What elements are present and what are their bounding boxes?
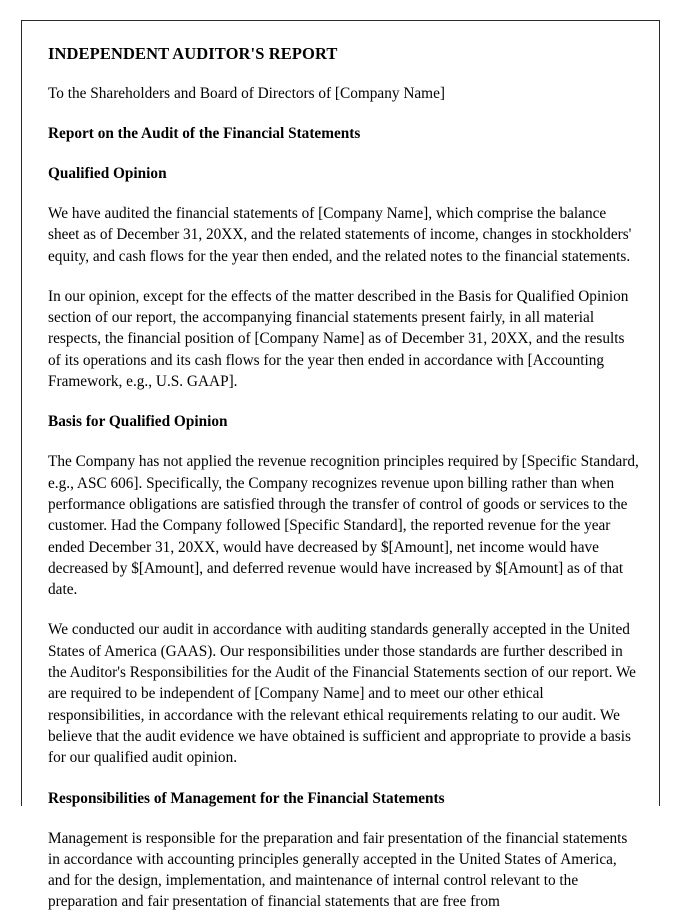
document-page [21, 20, 660, 911]
paragraph-qualified-opinion-scope: We have audited the financial statements of [Company Name], which comprise the balance sheet as of December 31, 20XX, and the related statements of income, changes in stockholders' equity, and cash flows for the year then ended, and the related notes to the financial statements. [48, 205, 632, 265]
page-title: INDEPENDENT AUDITOR'S REPORT [48, 44, 338, 63]
section-heading-report-on-audit: Report on the Audit of the Financial Statements [48, 125, 361, 142]
section-heading-responsibilities-of-management: Responsibilities of Management for the Financial Statements [48, 789, 445, 807]
paragraph-qualified-opinion-statement: In our opinion, except for the effects of the matter described in the Basis for Qualified Opinion section of our report, the accompanying financial statements present fairly, in all material respects, the financial position of [Company Name] as of December 31, 20XX, and the results of its operations and its cash flows for the year then ended in accordance with [Accounting Framework, e.g., U.S. GAAP]. [48, 287, 629, 391]
section-heading-qualified-opinion: Qualified Opinion [48, 165, 167, 182]
paragraph-basis-gaas-conduct: We conducted our audit in accordance with auditing standards generally accepted in the United States of America (GAAS). Our responsibilities under those standards are further described in the Auditor's Responsibilities for the Audit of the Financial Statements section of our report. We are required to be independent of [Company Name] and to meet our other ethical responsibilities, in accordance with the relevant ethical requirements relating to our audit. We believe that the audit evidence we have obtained is sufficient and appropriate to provide a basis for our qualified audit opinion. [48, 621, 636, 767]
section-heading-basis-for-qualified-opinion: Basis for Qualified Opinion [48, 413, 228, 431]
document-body [48, 43, 640, 911]
paragraph-management-responsibilities: Management is responsible for the preparation and fair presentation of the financial statements in accordance with accounting principles generally accepted in the United States of America, and for the design, implementation, and maintenance of internal control relevant to the preparation and fair presentation of financial statements that are free from [48, 829, 628, 911]
paragraph-basis-revenue-recognition: The Company has not applied the revenue recognition principles required by [Specific Standard, e.g., ASC 606]. Specifically, the Company recognizes revenue upon billing rather than when performance obligations are satisfied through the transfer of control of goods or services to the customer. Had the Company followed [Specific Standard], the reported revenue for the year ended December 31, 20XX, would have decreased by $[Amount], net income would have decreased by $[Amount], and deferred revenue would have increased by $[Amount] as of that date. [48, 453, 639, 599]
addressee-line: To the Shareholders and Board of Directors of [Company Name] [48, 85, 445, 102]
